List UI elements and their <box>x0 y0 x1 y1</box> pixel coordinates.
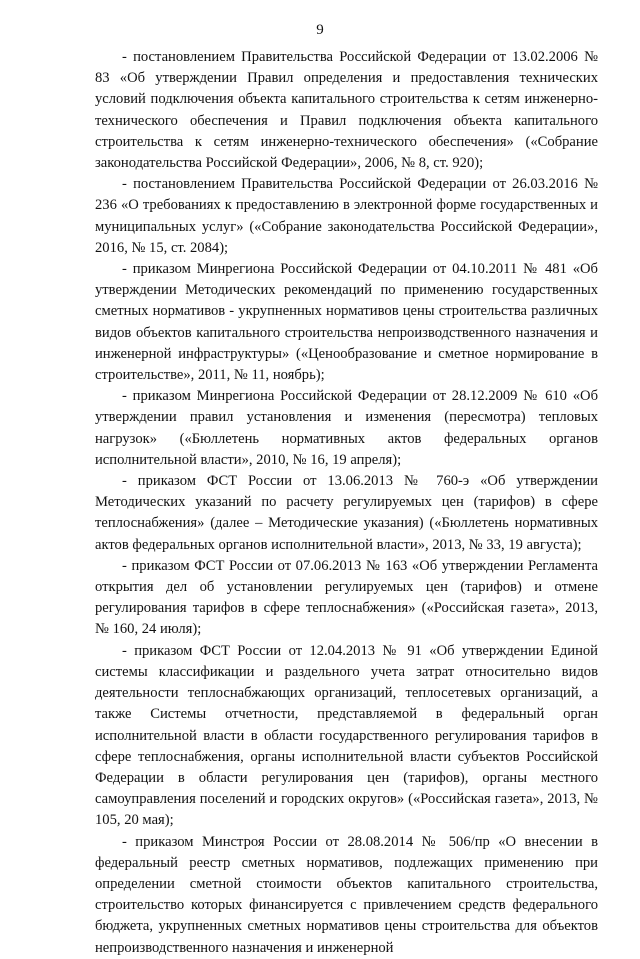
document-body <box>95 47 598 959</box>
paragraph-order-610: - приказом Минрегиона Российской Федерации от 28.12.2009 № 610 «Об утверждении правил установления и изменения (пересмотра) тепловых нагрузок» («Бюллетень нормативных актов федеральных органов исполнительной власти», 2010, № 16, 19 апреля); <box>95 388 598 468</box>
paragraph-order-91: - приказом ФСТ России от 12.04.2013 № 91 «Об утверждении Единой системы классификации и раздельного учета затрат относительно видов деятельности теплоснабжающих организаций, теплосетевых организаций, а также Системы отчетности, представляемой в федеральный орган исполнительной власти в области государственного регулирования тарифов в сфере теплоснабжения, органы исполнительной власти субъектов Российской Федерации в области регулирования цен (тарифов), органы местного самоуправления поселений и городских округов» («Российская газета», 2013, № 105, 20 мая); <box>95 642 598 829</box>
paragraph-order-481: - приказом Минрегиона Российской Федерации от 04.10.2011 № 481 «Об утверждении Методических рекомендаций по применению государственных сметных нормативов - укрупненных нормативов цены строительства различных видов объектов капитального строительства непроизводственного назначения и инженерной инфраструктуры» («Ценообразование и сметное нормирование в строительстве», 2011, № 11, ноябрь); <box>95 261 598 384</box>
paragraph-order-760: - приказом ФСТ России от 13.06.2013 № 760-э «Об утверждении Методических указаний по расчету регулируемых цен (тарифов) в сфере теплоснабжения» (далее – Методические указания) («Бюллетень нормативных актов федеральных органов исполнительной власти», 2013, № 33, 19 августа); <box>95 473 598 553</box>
paragraph-decree-236: - постановлением Правительства Российской Федерации от 26.03.2016 № 236 «О требованиях к предоставлению в электронной форме государственных и муниципальных услуг» («Собрание законодательства Российской Федерации», 2016, № 15, ст. 2084); <box>95 176 598 256</box>
paragraph-order-163: - приказом ФСТ России от 07.06.2013 № 163 «Об утверждении Регламента открытия дел об установлении регулируемых цен (тарифов) и отмене регулирования тарифов в сфере теплоснабжения» («Российская газета», 2013, № 160, 24 июля); <box>95 557 598 638</box>
paragraph-order-506: - приказом Минстроя России от 28.08.2014 № 506/пр «О внесении в федеральный реестр сметных нормативов, подлежащих применению при определении сметной стоимости объектов капитального строительства, строительство которых финансируется с привлечением средств федерального бюджета, укрупненных сметных нормативов цены строительства для объектов непроизводственного назначения и инженерной <box>95 833 598 956</box>
paragraph-decree-83: - постановлением Правительства Российской Федерации от 13.02.2006 № 83 «Об утверждении Правил определения и предоставления технических условий подключения объекта капитального строительства к сетям инженерно-технического обеспечения и Правил подключения объекта капитального строительства к сетям инженерно-технического обеспечения» («Собрание законодательства Российской Федерации», 2006, № 8, ст. 920); <box>95 49 598 172</box>
page-number: 9 <box>316 22 324 38</box>
